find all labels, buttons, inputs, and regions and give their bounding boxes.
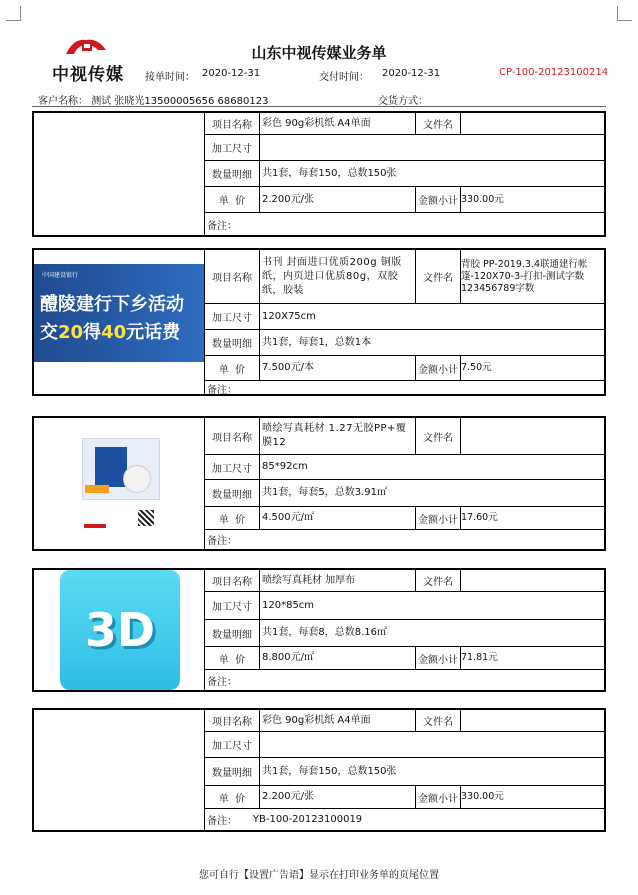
header-divider	[32, 106, 606, 107]
item-name-label: 项目名称	[205, 250, 260, 303]
crop-mark-top-right	[617, 6, 632, 21]
note-label: 备注：	[207, 220, 237, 232]
item-name: 书刊 封面进口优质200g 铜版纸，内页进口优质80g，双胶纸，胶装	[262, 256, 402, 296]
price-value: 7.500元/本	[262, 362, 314, 373]
order-item	[32, 248, 606, 396]
total-value: 17.60元	[461, 512, 498, 523]
order-item	[32, 708, 606, 832]
deliver-date: 2020-12-31	[382, 68, 441, 79]
note-value: YB-100-20123100019	[252, 814, 363, 825]
receive-date: 2020-12-31	[202, 68, 261, 79]
qr-code-icon	[138, 510, 154, 526]
total-label: 金额小计	[415, 507, 461, 529]
filename-label: 文件名	[415, 710, 461, 731]
page-title: 山东中视传媒业务单	[251, 44, 387, 62]
size-label: 加工尺寸	[205, 304, 260, 329]
logo-text: 中视传媒	[52, 65, 124, 85]
qty-label: 数量明细	[205, 480, 260, 506]
size-value: 120*85cm	[262, 599, 315, 611]
size-value	[260, 732, 262, 757]
filename-label: 文件名	[415, 418, 461, 454]
size-label: 加工尺寸	[205, 135, 260, 160]
total-label: 金额小计	[415, 647, 461, 669]
item-thumbnail	[34, 250, 205, 394]
item-name-label: 项目名称	[205, 113, 260, 134]
item-name: 彩色 90g彩机纸 A4单面	[262, 714, 371, 726]
customer-row	[38, 92, 268, 107]
item-thumbnail	[34, 570, 205, 690]
qty-value: 共1套，每套5，总数3.91㎡	[262, 487, 387, 498]
filename-value: 背胶 PP-2019.3.4联通建行帐篷-120X70-3-打扣-测试字数123456789字数	[461, 258, 588, 294]
qty-value: 共1套，每套150，总数150张	[262, 765, 397, 777]
note	[207, 670, 237, 690]
qty-label: 数量明细	[205, 620, 260, 646]
3d-icon: 3D	[60, 570, 180, 690]
deliver-label: 交付时间：	[319, 72, 369, 83]
size-value: 120X75cm	[262, 310, 316, 322]
order-item	[32, 416, 606, 551]
price-label: 单 价	[205, 647, 260, 669]
qty-value: 共1套，每套1，总数1本	[262, 336, 372, 348]
receive-label: 接单时间：	[145, 72, 195, 83]
total-label: 金额小计	[415, 187, 461, 212]
note	[207, 213, 253, 235]
size-value	[260, 135, 262, 160]
item-name-label: 项目名称	[205, 418, 260, 454]
note-label: 备注：	[207, 536, 237, 547]
qty-label: 数量明细	[205, 758, 260, 785]
item-thumbnail	[34, 710, 205, 830]
order-item	[32, 568, 606, 692]
note-label: 备注：	[207, 676, 237, 688]
filename-label: 文件名	[415, 570, 461, 591]
customer-label: 客户名称：	[38, 96, 88, 107]
total-value: 330.00元	[461, 791, 504, 802]
filename-value	[461, 710, 602, 731]
filename-label: 文件名	[415, 113, 461, 134]
customer-value: 测试 张晓光13500005656 68680123	[91, 96, 269, 107]
crop-mark-top-left	[6, 6, 21, 21]
price-label: 单 价	[205, 507, 260, 529]
price-label: 单 价	[205, 187, 260, 212]
price-value: 8.800元/㎡	[262, 652, 314, 663]
note-label: 备注：	[207, 385, 237, 396]
total-value: 71.81元	[461, 652, 498, 663]
qty-label: 数量明细	[205, 161, 260, 186]
banner-line-1: 醴陵建行下乡活动	[40, 294, 184, 315]
order-item	[32, 111, 606, 237]
filename-value	[461, 418, 602, 454]
order-number: CP-100-20123100214	[499, 67, 609, 78]
delivery-method-label: 交货方式：	[378, 96, 428, 107]
note	[207, 530, 237, 549]
filename-value	[461, 570, 602, 591]
qty-label: 数量明细	[205, 330, 260, 355]
note-label: 备注：	[207, 816, 237, 827]
qty-value: 共1套，每套8，总数8.16㎡	[262, 627, 387, 638]
price-label: 单 价	[205, 786, 260, 808]
note	[207, 381, 237, 396]
item-name-label: 项目名称	[205, 710, 260, 731]
price-value: 4.500元/㎡	[262, 512, 314, 523]
banner-line-2: 交20得40元话费	[40, 322, 181, 343]
total-value: 7.50元	[461, 362, 492, 373]
size-label: 加工尺寸	[205, 455, 260, 479]
filename-label: 文件名	[415, 250, 461, 303]
total-value: 330.00元	[461, 193, 504, 205]
price-value: 2.200元/张	[262, 193, 314, 205]
size-value: 85*92cm	[262, 461, 308, 472]
item-name: 喷绘写真耗材 加厚布	[262, 574, 356, 586]
price-tag-icon	[84, 524, 106, 528]
price-value: 2.200元/张	[262, 791, 314, 802]
total-label: 金额小计	[415, 786, 461, 808]
item-thumbnail	[34, 113, 205, 235]
item-name-label: 项目名称	[205, 570, 260, 591]
size-label: 加工尺寸	[205, 592, 260, 619]
filename-value	[461, 113, 602, 134]
banner-image	[34, 264, 204, 362]
design-preview-image	[82, 438, 160, 500]
item-name: 彩色 90g彩机纸 A4单面	[262, 117, 371, 129]
total-label: 金额小计	[415, 356, 461, 380]
size-label: 加工尺寸	[205, 732, 260, 757]
note	[207, 809, 362, 830]
footer-slogan: 您可自行【设置广告语】显示在打印业务单的页尾位置	[199, 870, 439, 881]
item-name: 喷绘写真耗材 1.27无胶PP+覆膜12	[262, 423, 407, 448]
price-label: 单 价	[205, 356, 260, 380]
item-thumbnail	[34, 418, 205, 549]
qty-value: 共1套，每套150，总数150张	[262, 167, 397, 179]
bank-logo-text: 中国建设银行	[42, 272, 79, 279]
